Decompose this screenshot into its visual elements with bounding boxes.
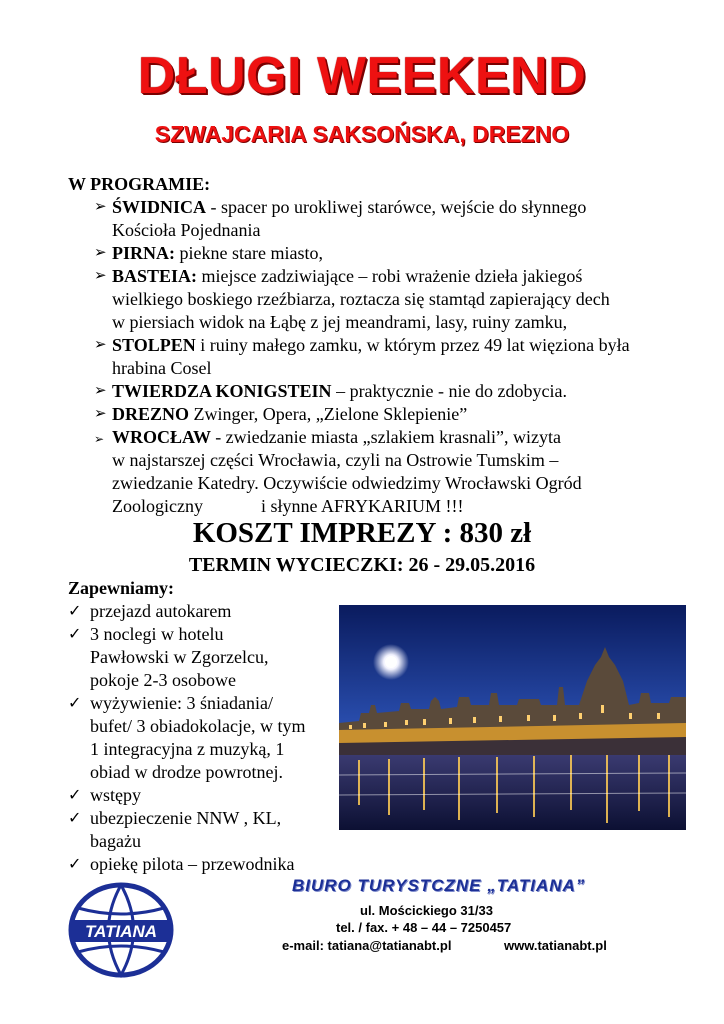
program-heading: W PROGRAMIE: <box>68 174 211 194</box>
page-subtitle: SZWAJCARIA SAKSOŃSKA, DREZNO <box>154 121 570 147</box>
included-item-text: 3 noclegi w hotelu <box>90 624 224 644</box>
agency-website[interactable]: www.tatianabt.pl <box>504 938 607 953</box>
included-item-text: opiekę pilota – przewodnika <box>90 854 295 874</box>
included-item-text: bagażu <box>90 831 141 851</box>
logo-text: TATIANA <box>84 922 158 941</box>
program-item <box>94 242 694 265</box>
agency-email[interactable]: e-mail: tatiana@tatianabt.pl <box>282 938 452 953</box>
included-item-text: wyżywienie: 3 śniadania/ <box>90 693 273 713</box>
program-item-name: WROCŁAW <box>112 427 216 447</box>
checkmark-icon: ✓ <box>68 603 82 620</box>
program-item-text: miejsce zadziwiające – robi wrażenie dzieła jakiegoś <box>197 266 583 286</box>
cost-heading: KOSZT IMPREZY : 830 zł <box>192 517 532 549</box>
trip-dates: TERMIN WYCIECZKI: 26 - 29.05.2016 <box>188 554 536 576</box>
included-item-text: obiad w drodze powrotnej. <box>90 762 283 782</box>
agency-name: BIURO TURYSTCZNE „TATIANA” <box>292 876 586 895</box>
tatiana-logo <box>66 880 176 980</box>
included-item <box>68 784 338 807</box>
checkmark-icon: ✓ <box>68 810 82 827</box>
included-item-text: 1 integracyjna z muzyką, 1 <box>90 739 285 759</box>
program-item <box>94 265 694 334</box>
program-item-cont: w najstarszej części Wrocławia, czyli na Ostrowie Tumskim – <box>112 450 559 470</box>
arrowhead-bullet-icon: ➢ <box>94 337 107 353</box>
included-list <box>68 600 338 876</box>
included-item-text: przejazd autokarem <box>90 601 232 621</box>
program-item-name: DREZNO <box>112 404 190 424</box>
dresden-night-photo <box>339 605 686 830</box>
arrowhead-bullet-icon: ➢ <box>94 383 107 399</box>
program-item-text: - zwiedzanie miasta „szlakiem krasnali”, wizyta <box>215 427 562 447</box>
program-item-cont: Kościoła Pojednania <box>112 220 261 240</box>
program-item-cont: i słynne AFRYKARIUM !!! <box>260 496 464 516</box>
checkmark-icon: ✓ <box>68 626 82 643</box>
program-item-cont: wielkiego boskiego rzeźbiarza, roztacza się stamtąd zapierający dech <box>112 289 610 309</box>
included-item <box>68 807 338 853</box>
included-item-text: pokoje 2-3 osobowe <box>90 670 236 690</box>
program-item <box>94 380 694 403</box>
program-item-name: ŚWIDNICA <box>112 197 207 217</box>
arrowhead-bullet-icon: ➢ <box>94 199 107 215</box>
agency-phone: tel. / fax. + 48 – 44 – 7250457 <box>336 920 512 935</box>
program-list <box>94 196 694 518</box>
page-title: DŁUGI WEEKEND <box>137 47 587 105</box>
program-item-text: piekne stare miasto, <box>175 243 323 263</box>
program-item-cont: w piersiach widok na Łąbę z jej meandrami, lasy, ruiny zamku, <box>112 312 568 332</box>
included-item-text: wstępy <box>90 785 141 805</box>
arrowhead-bullet-icon: ➢ <box>94 406 107 422</box>
included-heading: Zapewniamy: <box>68 578 175 598</box>
included-item-text: Pawłowski w Zgorzelcu, <box>90 647 269 667</box>
included-item <box>68 692 338 784</box>
included-item <box>68 623 338 692</box>
program-item-name: BASTEIA: <box>112 266 198 286</box>
included-item <box>68 600 338 623</box>
program-item-cont: zwiedzanie Katedry. Oczywiście odwiedzimy Wrocławski Ogród <box>112 473 582 493</box>
checkmark-icon: ✓ <box>68 787 82 804</box>
checkmark-icon: ✓ <box>68 695 82 712</box>
program-item <box>94 196 694 242</box>
arrowhead-bullet-icon: ➢ <box>94 268 107 284</box>
program-item <box>94 426 694 518</box>
program-item-text: Zwinger, Opera, „Zielone Sklepienie” <box>189 404 468 424</box>
program-item-text: - spacer po urokliwej starówce, wejście do słynnego <box>206 197 587 217</box>
checkmark-icon: ✓ <box>68 856 82 873</box>
arrowhead-bullet-icon: ➢ <box>94 432 105 446</box>
included-item-text: bufet/ 3 obiadokolacje, w tym <box>90 716 306 736</box>
program-item <box>94 403 694 426</box>
program-item-cont: Zoologiczny <box>112 496 203 516</box>
program-item-name: TWIERDZA KONIGSTEIN <box>112 381 332 401</box>
agency-address: ul. Mościckiego 31/33 <box>360 903 493 918</box>
included-item <box>68 853 338 876</box>
program-item-text: i ruiny małego zamku, w którym przez 49 lat więziona była <box>195 335 630 355</box>
program-item-text: – praktycznie - nie do zdobycia. <box>331 381 567 401</box>
program-item-name: PIRNA: <box>112 243 175 263</box>
program-item-cont: hrabina Cosel <box>112 358 212 378</box>
program-item <box>94 334 694 380</box>
arrowhead-bullet-icon: ➢ <box>94 245 107 261</box>
program-item-name: STOLPEN <box>112 335 196 355</box>
included-item-text: ubezpieczenie NNW , KL, <box>90 808 282 828</box>
